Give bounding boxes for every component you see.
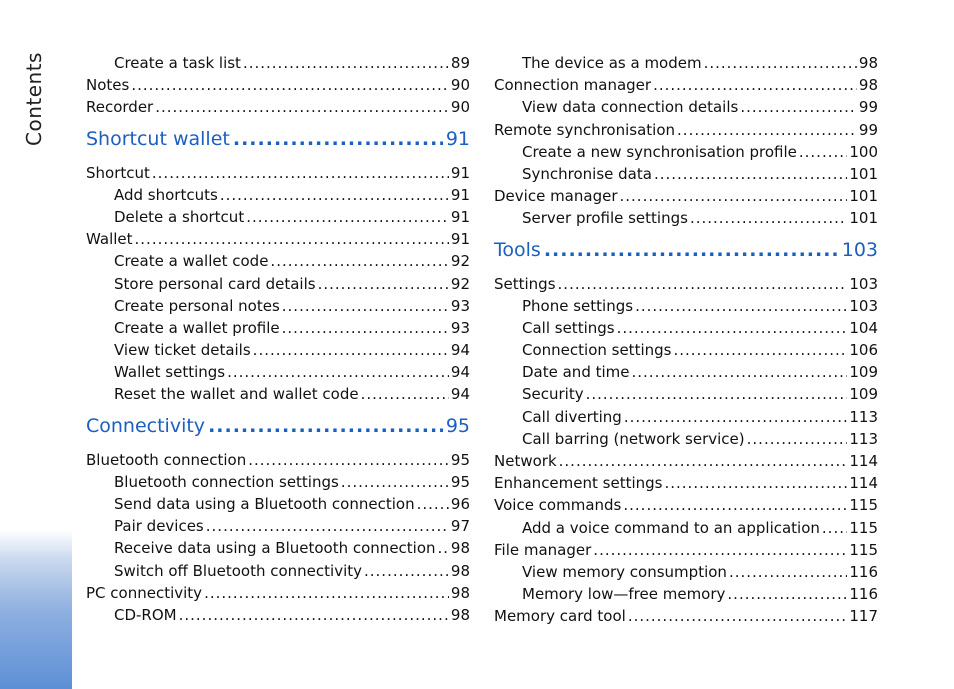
toc-entry-label: Security	[522, 385, 584, 404]
toc-subentry[interactable]	[86, 604, 470, 626]
toc-page-number: 101	[849, 209, 878, 228]
dot-leader	[361, 383, 449, 405]
dot-leader	[248, 449, 449, 471]
toc-page-number: 99	[858, 120, 878, 139]
dot-leader	[544, 230, 839, 270]
toc-subentry[interactable]	[86, 295, 470, 317]
toc-entry-label: Add a voice command to an application	[522, 518, 820, 537]
toc-subentry[interactable]	[494, 317, 878, 339]
toc-entry[interactable]	[494, 74, 878, 96]
dot-leader	[270, 250, 448, 272]
toc-page-number: 91	[450, 163, 470, 182]
dot-leader	[220, 184, 449, 206]
dot-leader	[282, 317, 449, 339]
toc-subentry[interactable]	[494, 583, 878, 605]
toc-entry-label: Reset the wallet and wallet code	[114, 385, 359, 404]
toc-subentry[interactable]	[86, 471, 470, 493]
toc-page-number: 113	[849, 407, 878, 426]
dot-leader	[438, 537, 449, 559]
toc-page-number: 93	[450, 296, 470, 315]
toc-subentry[interactable]	[494, 517, 878, 539]
toc-entry-label: PC connectivity	[86, 583, 203, 602]
toc-page-number: 109	[849, 385, 878, 404]
toc-page-number: 98	[858, 76, 878, 95]
dot-leader	[624, 406, 848, 428]
toc-page-number: 106	[849, 341, 878, 360]
dot-leader	[558, 273, 848, 295]
dot-leader	[623, 494, 847, 516]
toc-subentry[interactable]	[86, 273, 470, 295]
toc-page-number: 114	[849, 452, 878, 470]
dot-leader	[179, 604, 449, 626]
toc-subentry[interactable]	[494, 428, 878, 450]
toc-page-number: 116	[849, 562, 878, 581]
toc-entry[interactable]	[494, 494, 878, 516]
dot-leader	[131, 74, 449, 96]
toc-subentry[interactable]	[86, 339, 470, 361]
toc-subentry[interactable]	[494, 96, 878, 118]
toc-page-number: 117	[849, 607, 878, 626]
dot-leader	[318, 273, 449, 295]
toc-entry-label: Shortcut wallet	[86, 127, 230, 150]
toc-page-number: 92	[450, 252, 470, 271]
toc-page-number: 95	[450, 472, 470, 491]
toc-entry-label: Wallet	[86, 230, 133, 249]
toc-entry-label: View data connection details	[522, 98, 739, 117]
dot-leader	[593, 539, 847, 561]
toc-page-number: 116	[849, 585, 878, 604]
toc-entry-label: Connectivity	[86, 414, 206, 437]
dot-leader	[246, 206, 449, 228]
toc-subentry[interactable]	[494, 295, 878, 317]
toc-entry-label: Device manager	[494, 187, 618, 206]
toc-entry-label: Tools	[494, 238, 541, 261]
toc-page-number: 91	[450, 185, 470, 204]
toc-entry-label: Call barring (network service)	[522, 429, 745, 448]
toc-subentry[interactable]	[494, 406, 878, 428]
toc-subentry[interactable]	[86, 206, 470, 228]
toc-entry-label: CD-ROM	[114, 605, 177, 624]
dot-leader	[673, 339, 847, 361]
dot-leader	[620, 185, 848, 207]
toc-subentry[interactable]	[494, 141, 878, 163]
toc-entry-label: Add shortcuts	[114, 185, 218, 204]
toc-subentry[interactable]	[86, 361, 470, 383]
toc-entry[interactable]	[494, 605, 878, 627]
toc-entry-label: Create personal notes	[114, 296, 280, 315]
toc-page-number: 115	[849, 496, 878, 515]
dot-leader	[653, 74, 857, 96]
toc-subentry[interactable]	[494, 52, 878, 74]
toc-page-number: 98	[858, 54, 878, 72]
toc-entry-label: Create a wallet profile	[114, 318, 280, 337]
dot-leader	[364, 560, 449, 582]
dot-leader	[727, 583, 847, 605]
toc-page-number: 90	[450, 98, 470, 117]
toc-entry-label: Call diverting	[522, 407, 622, 426]
toc-page-number: 98	[450, 561, 470, 580]
toc-page-number: 103	[841, 238, 878, 261]
dot-leader	[747, 428, 848, 450]
toc-page-number: 114	[849, 474, 878, 493]
toc-entry-label: Pair devices	[114, 517, 204, 536]
toc-entry[interactable]	[494, 539, 878, 561]
dot-leader	[204, 582, 449, 604]
toc-entry-label: Shortcut	[86, 163, 150, 182]
toc-entry-label: Bluetooth connection settings	[114, 472, 339, 491]
toc-page-number: 94	[450, 363, 470, 382]
toc-page-number: 93	[450, 318, 470, 337]
dot-leader	[135, 228, 449, 250]
toc-entry[interactable]	[86, 449, 470, 471]
dot-leader	[664, 472, 847, 494]
toc-entry-label: Enhancement settings	[494, 474, 663, 493]
dot-leader	[654, 163, 847, 185]
dot-leader	[740, 96, 857, 118]
sidebar-title: Contents	[22, 52, 46, 146]
toc-page-number: 95	[450, 450, 470, 469]
toc-entry-label: Voice commands	[494, 496, 622, 515]
toc-page-number: 89	[450, 54, 470, 72]
toc-page-number: 91	[445, 127, 470, 150]
toc-subentry[interactable]	[86, 537, 470, 559]
dot-leader	[799, 141, 847, 163]
toc-right-column	[494, 52, 878, 628]
toc-entry-label: Create a new synchronisation profile	[522, 142, 797, 161]
toc-page-number: 92	[450, 274, 470, 293]
toc-entry-label: Memory low—free memory	[522, 585, 726, 604]
dot-leader	[729, 561, 847, 583]
toc-entry-label: Date and time	[522, 363, 630, 382]
toc-entry[interactable]	[494, 450, 878, 472]
toc-entry-label: Receive data using a Bluetooth connection	[114, 539, 436, 558]
toc-page-number: 98	[450, 605, 470, 624]
dot-leader	[417, 493, 449, 515]
toc-entry[interactable]	[494, 119, 878, 141]
toc-subentry[interactable]	[86, 383, 470, 405]
toc-page-number: 113	[849, 429, 878, 448]
dot-leader	[704, 52, 857, 74]
toc-page-number: 103	[849, 296, 878, 315]
dot-leader	[341, 471, 449, 493]
dot-leader	[586, 383, 848, 405]
toc-entry-label: Connection settings	[522, 341, 672, 360]
toc-left-column	[86, 52, 470, 626]
toc-subentry[interactable]	[86, 184, 470, 206]
toc-section-heading[interactable]	[86, 406, 470, 446]
toc-entry-label: File manager	[494, 540, 592, 559]
dot-leader	[155, 96, 449, 118]
dot-leader	[677, 119, 857, 141]
dot-leader	[253, 339, 449, 361]
toc-page-number: 97	[450, 517, 470, 536]
toc-subentry[interactable]	[86, 515, 470, 537]
toc-entry-label: Create a task list	[114, 54, 241, 72]
dot-leader	[282, 295, 449, 317]
toc-subentry[interactable]	[494, 383, 878, 405]
toc-subentry[interactable]	[86, 52, 470, 74]
toc-subentry[interactable]	[494, 561, 878, 583]
toc-entry-label: Notes	[86, 76, 130, 95]
toc-entry-label: Wallet settings	[114, 363, 226, 382]
toc-entry-label: Call settings	[522, 318, 615, 337]
toc-page-number: 101	[849, 164, 878, 183]
toc-page-number: 94	[450, 385, 470, 404]
toc-subentry[interactable]	[494, 339, 878, 361]
toc-entry[interactable]	[86, 96, 470, 118]
toc-entry-label: Memory card tool	[494, 607, 626, 626]
dot-leader	[635, 295, 847, 317]
toc-section-heading[interactable]	[86, 119, 470, 159]
toc-page-number: 96	[450, 495, 470, 513]
dot-leader	[617, 317, 848, 339]
toc-entry-label: Delete a shortcut	[114, 207, 245, 226]
toc-entry[interactable]	[494, 472, 878, 494]
toc-page-number: 98	[450, 539, 470, 558]
toc-page-number: 98	[450, 583, 470, 602]
dot-leader	[822, 517, 847, 539]
toc-subentry[interactable]	[86, 560, 470, 582]
toc-entry-label: The device as a modem	[522, 54, 702, 72]
toc-entry-label: Store personal card details	[114, 274, 316, 293]
toc-entry[interactable]	[86, 582, 470, 604]
toc-page-number: 91	[450, 207, 470, 226]
toc-page-number: 101	[849, 187, 878, 206]
toc-entry-label: Send data using a Bluetooth connection	[114, 495, 415, 513]
toc-subentry[interactable]	[86, 250, 470, 272]
toc-entry[interactable]	[86, 162, 470, 184]
toc-subentry[interactable]	[494, 207, 878, 229]
dot-leader	[152, 162, 449, 184]
toc-page-number: 95	[445, 414, 470, 437]
toc-page-number: 99	[858, 98, 878, 117]
dot-leader	[632, 361, 848, 383]
toc-entry[interactable]	[494, 185, 878, 207]
toc-entry-label: View ticket details	[114, 341, 251, 360]
toc-page-number: 115	[849, 518, 878, 537]
toc-entry-label: Recorder	[86, 98, 154, 117]
dot-leader	[243, 52, 449, 74]
toc-entry-label: Switch off Bluetooth connectivity	[114, 561, 362, 580]
dot-leader	[227, 361, 449, 383]
dot-leader	[628, 605, 848, 627]
toc-entry-label: Create a wallet code	[114, 252, 269, 271]
toc-page-number: 115	[849, 540, 878, 559]
dot-leader	[233, 119, 443, 159]
dot-leader	[206, 515, 449, 537]
toc-entry[interactable]	[86, 228, 470, 250]
toc-entry-label: Phone settings	[522, 296, 634, 315]
toc-entry-label: Network	[494, 452, 557, 470]
toc-entry-label: Settings	[494, 274, 556, 293]
toc-page-number: 94	[450, 341, 470, 360]
toc-subentry[interactable]	[494, 163, 878, 185]
toc-entry[interactable]	[494, 273, 878, 295]
toc-entry-label: Bluetooth connection	[86, 450, 247, 469]
toc-section-heading[interactable]	[494, 230, 878, 270]
toc-subentry[interactable]	[86, 493, 470, 515]
toc-page-number: 91	[450, 230, 470, 249]
dot-leader	[559, 450, 848, 472]
toc-page-number: 103	[849, 274, 878, 293]
dot-leader	[690, 207, 847, 229]
toc-subentry[interactable]	[494, 361, 878, 383]
dot-leader	[208, 406, 443, 446]
toc-entry-label: Server profile settings	[522, 209, 688, 228]
toc-entry-label: Synchronise data	[522, 164, 652, 183]
toc-entry[interactable]	[86, 74, 470, 96]
toc-entry-label: View memory consumption	[522, 562, 727, 581]
toc-page-number: 100	[849, 142, 878, 161]
toc-entry-label: Connection manager	[494, 76, 652, 95]
toc-page-number: 90	[450, 76, 470, 95]
toc-entry-label: Remote synchronisation	[494, 120, 676, 139]
side-strip	[0, 0, 72, 689]
toc-page-number: 109	[849, 363, 878, 382]
toc-page-number: 104	[849, 318, 878, 337]
toc-subentry[interactable]	[86, 317, 470, 339]
